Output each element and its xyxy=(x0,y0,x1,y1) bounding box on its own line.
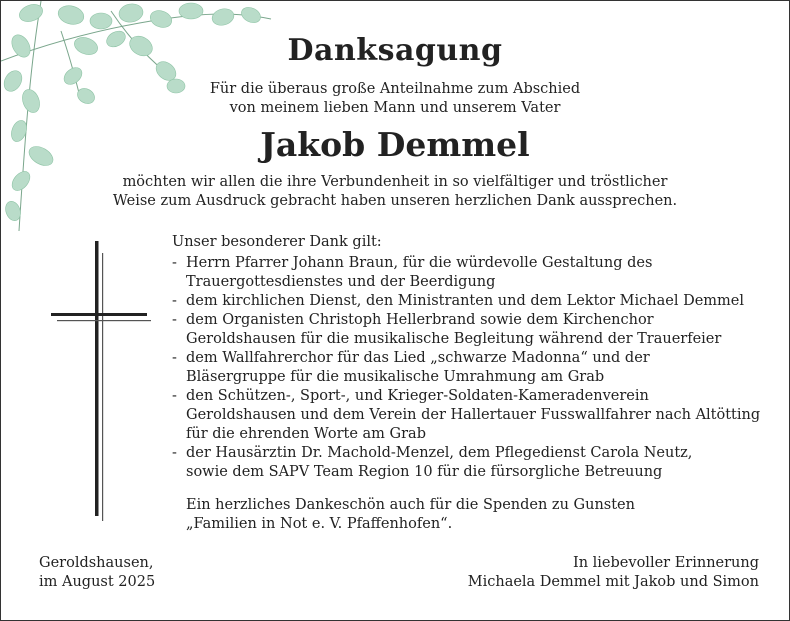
list-dash: - xyxy=(172,445,177,461)
list-item-line: den Schützen-, Sport-, und Krieger-Soldaten-Kameradenverein xyxy=(186,388,649,404)
list-item xyxy=(172,292,772,311)
signature-line: In liebevoller Erinnerung xyxy=(572,555,759,571)
list-item-line: Geroldshausen für die musikalische Begleitung während der Trauerfeier xyxy=(186,331,722,347)
place-line: Geroldshausen, xyxy=(39,555,154,571)
signature xyxy=(468,554,759,592)
list-item-line: sowie dem SAPV Team Region 10 für die fürsorgliche Betreuung xyxy=(186,464,663,480)
deceased-name: Jakob Demmel xyxy=(260,125,530,164)
closing-line: Ein herzliches Dankeschön auch für die Spenden zu Gunsten xyxy=(186,497,635,513)
list-item-line: Bläsergruppe für die musikalische Umrahmung am Grab xyxy=(186,369,605,385)
list-item-line: Trauergottesdienstes und der Beerdigung xyxy=(186,274,496,290)
list-item xyxy=(172,444,772,482)
list-item-line: dem kirchlichen Dienst, den Ministranten und dem Lektor Michael Demmel xyxy=(186,293,745,309)
list-item-line: Herrn Pfarrer Johann Braun, für die würdevolle Gestaltung des xyxy=(186,255,653,271)
date-line: im August 2025 xyxy=(39,574,156,590)
list-dash: - xyxy=(172,388,177,404)
signature-line: Michaela Demmel mit Jakob und Simon xyxy=(467,574,759,590)
list-item xyxy=(172,311,772,349)
list-item-line: dem Wallfahrerchor für das Lied „schwarze Madonna“ und der xyxy=(186,350,650,366)
closing-text xyxy=(172,496,772,534)
intro-line: von meinem lieben Mann und unserem Vater xyxy=(229,100,561,116)
thanks-line: Weise zum Ausdruck gebracht haben unseren herzlichen Dank aussprechen. xyxy=(112,193,678,209)
page-title: Danksagung xyxy=(287,33,503,68)
thanks-line: möchten wir allen die ihre Verbundenheit in so vielfältiger und tröstlicher xyxy=(122,174,668,190)
cross-icon xyxy=(51,241,151,521)
list-item xyxy=(172,254,772,292)
list-dash: - xyxy=(172,293,177,309)
list-item-line: dem Organisten Christoph Hellerbrand sowie dem Kirchenchor xyxy=(186,312,654,328)
intro-text xyxy=(1,80,789,118)
acknowledgements xyxy=(172,233,772,534)
thanks-text xyxy=(1,173,789,211)
list-item xyxy=(172,387,772,444)
list-item-line: der Hausärztin Dr. Machold-Menzel, dem Pflegedienst Carola Neutz, xyxy=(186,445,693,461)
list-dash: - xyxy=(172,312,177,328)
list-item-line: für die ehrenden Worte am Grab xyxy=(186,426,426,442)
list-dash: - xyxy=(172,350,177,366)
list-item-line: Geroldshausen und dem Verein der Hallertauer Fusswallfahrer nach Altötting xyxy=(186,407,761,423)
intro-line: Für die überaus große Anteilnahme zum Abschied xyxy=(209,81,581,97)
list-item xyxy=(172,349,772,387)
list-dash: - xyxy=(172,255,177,271)
closing-line: „Familien in Not e. V. Pfaffenhofen“. xyxy=(186,516,453,532)
special-thanks-list xyxy=(172,254,772,482)
special-thanks-heading: Unser besonderer Dank gilt: xyxy=(172,234,382,250)
place-date xyxy=(39,554,155,592)
